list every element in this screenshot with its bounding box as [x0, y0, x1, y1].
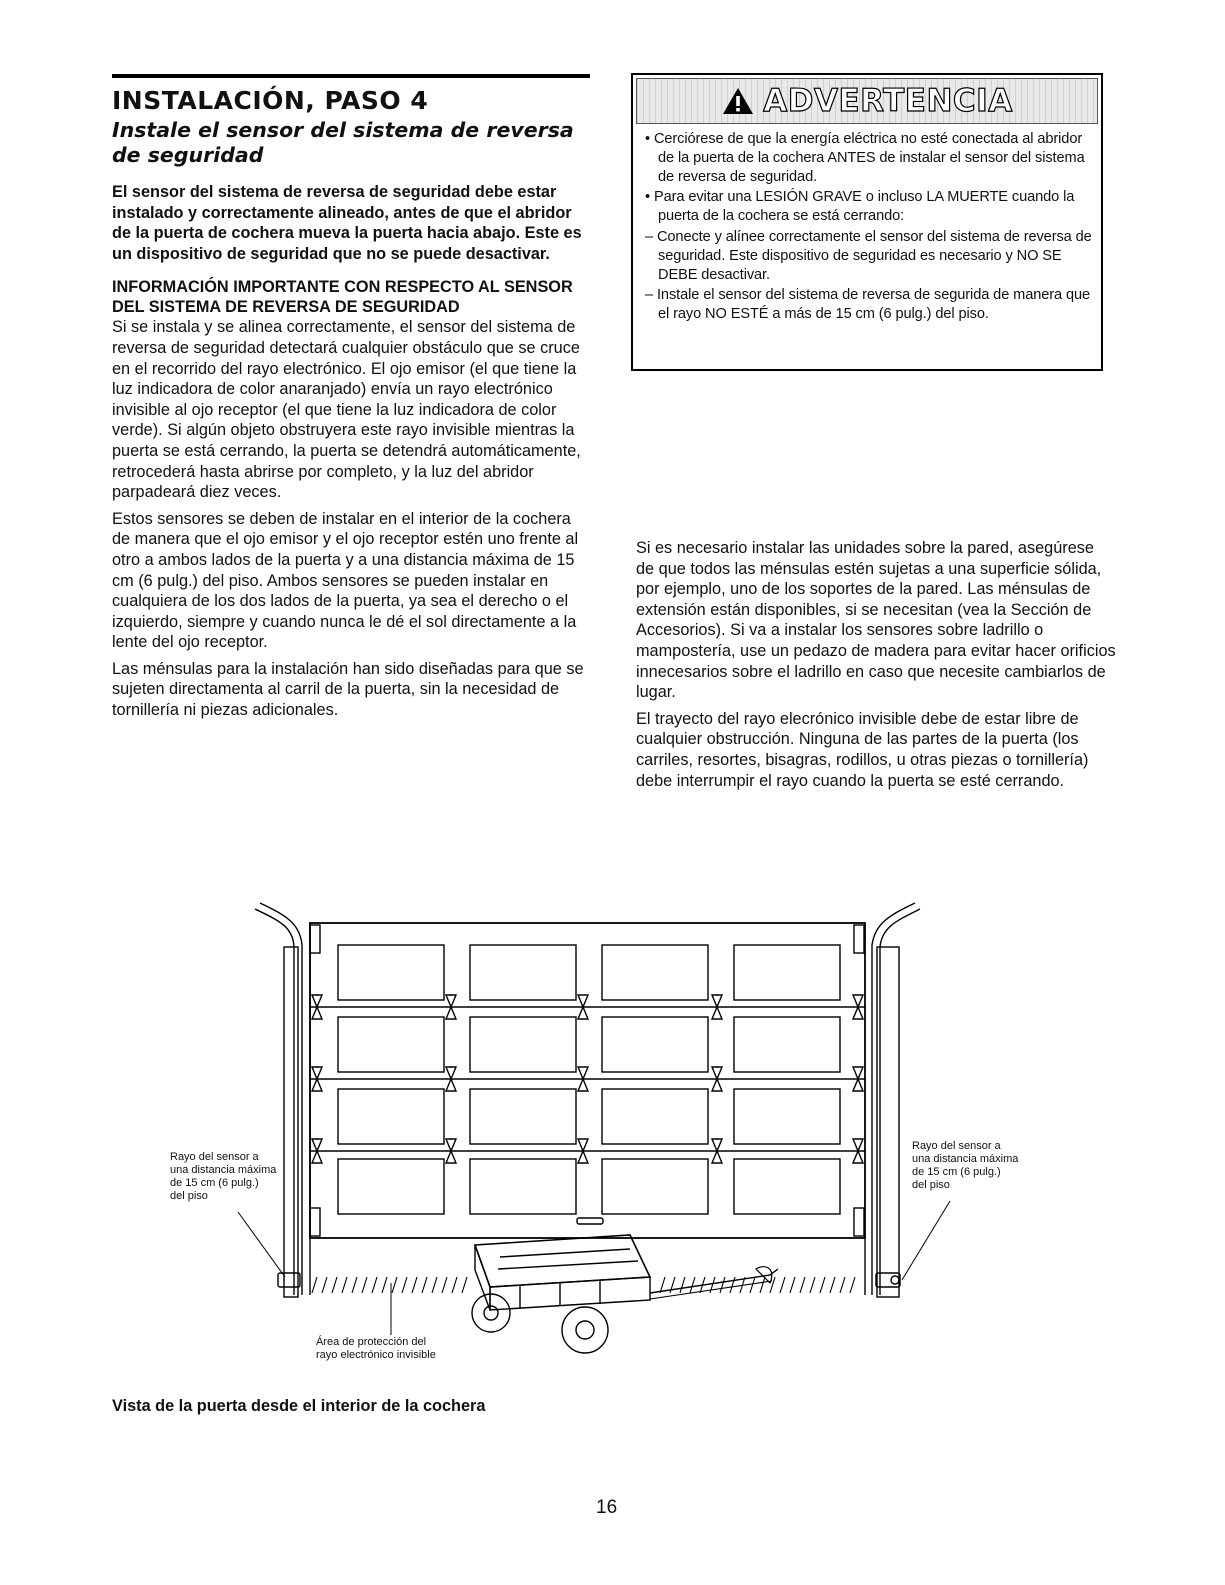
label-line: Rayo del sensor a	[912, 1140, 1001, 1152]
door-panel	[470, 1159, 576, 1214]
label-line: Área de protección del	[316, 1336, 427, 1348]
door-panel	[338, 1089, 444, 1144]
garage-door-diagram	[160, 885, 1060, 1385]
info-heading: INFORMACIÓN IMPORTANTE CON RESPECTO AL SENSOR DEL SISTEMA DE REVERSA DE SEGURIDAD	[112, 278, 573, 317]
left-paragraph-2: Estos sensores se deben de instalar en el interior de la cochera de manera que el ojo emisor y el ojo receptor estén uno frente al otro a ambos lados de la puerta y a una distancia máxima de 15 cm (6 pulg.) del piso. Ambos sensores se pueden instalar en cualquiera de los dos lados de la puerta, ya sea el derecho o el izquierdo, siempre y cuando nunca le dé el sol directamente a la lente del ojo receptor.	[112, 509, 579, 652]
warning-item: • Para evitar una LESIÓN GRAVE o incluso LA MUERTE cuando la puerta de la cochera se está cerrando:	[645, 189, 1075, 225]
door-panel	[470, 945, 576, 1000]
door-panel	[734, 1017, 840, 1072]
page-number: 16	[596, 1497, 618, 1518]
warning-item: • Cerciórese de que la energía eléctrica no esté conectada al abridor de la puerta de la cochera ANTES de instalar el sensor del sistema de reversa de seguridad.	[645, 131, 1085, 185]
left-beam-label	[170, 1151, 276, 1203]
page-subtitle: Instale el sensor del sistema de reversa de seguridad	[112, 118, 574, 167]
label-line: una distancia máxima	[170, 1164, 277, 1176]
warning-box	[631, 73, 1103, 371]
door-panel	[602, 1159, 708, 1214]
door-panel	[470, 1017, 576, 1072]
page-title: INSTALACIÓN, PASO 4	[112, 86, 429, 115]
label-line: Rayo del sensor a	[170, 1151, 259, 1163]
door-panel	[734, 1089, 840, 1144]
label-line: una distancia máxima	[912, 1153, 1019, 1165]
warning-title: ADVERTENCIA	[763, 83, 1013, 119]
warning-header	[636, 78, 1098, 124]
figure-caption: Vista de la puerta desde el interior de la cochera	[112, 1397, 486, 1415]
left-column	[112, 74, 590, 721]
label-line: de 15 cm (6 pulg.)	[912, 1166, 1001, 1178]
left-paragraph-1: Si se instala y se alinea correctamente, el sensor del sistema de reversa de seguridad detectará cualquier obstáculo que se cruce en el recorrido del rayo electrónico. El ojo emisor (el que tiene la luz indicadora de color anaranjado) envía un rayo electrónico invisible al ojo receptor (el que tiene la luz indicadora de color verde). Si algún objeto obstruyera este rayo invisible mientras la puerta se está cerrando, la puerta se detendrá automáticamente, retrocederá hasta abrirse por completo, y la luz del abridor parpadeará diez veces.	[112, 318, 581, 502]
door-panel	[602, 945, 708, 1000]
door-panel	[338, 1017, 444, 1072]
left-paragraph-3: Las ménsulas para la instalación han sido diseñadas para que se sujeten directamenta al carril de la puerta, sin la necesidad de tornillería ni piezas adicionales.	[112, 659, 584, 720]
door-panel	[470, 1089, 576, 1144]
label-line: del piso	[170, 1190, 208, 1202]
door-panel	[338, 1159, 444, 1214]
intro-paragraph: El sensor del sistema de reversa de seguridad debe estar instalado y correctamente alineado, antes de que el abridor de la puerta de cochera mueva la puerta hacia abajo. Este es un dispositivo de seguridad que no se puede desactivar.	[112, 183, 582, 263]
label-line: de 15 cm (6 pulg.)	[170, 1177, 259, 1189]
right-paragraph-1: Si es necesario instalar las unidades sobre la pared, asegúrese de que todos las ménsulas estén sujetas a una superficie sólida, por ejemplo, uno de los soportes de la pared. Las ménsulas de extensión están disponibles, si se necesitan (vea la Sección de Accesorios). Si va a instalar los sensores sobre ladrillo o mampostería, use un pedazo de madera para evitar hacer orificios innecesarios sobre el ladrillo en caso que necesite cambiarlos de lugar.	[636, 539, 1116, 702]
right-beam-label	[912, 1140, 1018, 1192]
warning-item: – Instale el sensor del sistema de reversa de segurida de manera que el rayo NO ESTÉ a más de 15 cm (6 pulg.) del piso.	[645, 287, 1091, 323]
warning-item: – Conecte y alínee correctamente el sensor del sistema de reversa de seguridad. Este dispositivo de seguridad es necesario y NO SE DEBE desactivar.	[645, 228, 1092, 283]
garage-door-illustration	[160, 885, 1060, 1385]
right-column	[636, 538, 1116, 791]
door-panel	[602, 1089, 708, 1144]
door-panel	[338, 945, 444, 1000]
warning-list	[645, 130, 1093, 324]
door-panel	[602, 1017, 708, 1072]
label-line: del piso	[912, 1179, 950, 1191]
warning-triangle-icon	[721, 86, 755, 116]
title-rule	[112, 74, 590, 78]
protection-area-label	[316, 1336, 436, 1362]
right-paragraph-2: El trayecto del rayo elecrónico invisible debe de estar libre de cualquier obstrucción. Ninguna de las partes de la puerta (los carriles, resortes, bisagras, rodillos, u otras piezas o tornillería) debe interrumpir el rayo cuando la puerta se esté cerrando.	[636, 709, 1089, 790]
door-panel	[734, 945, 840, 1000]
door-panel	[734, 1159, 840, 1214]
label-line: rayo electrónico invisible	[316, 1349, 436, 1361]
